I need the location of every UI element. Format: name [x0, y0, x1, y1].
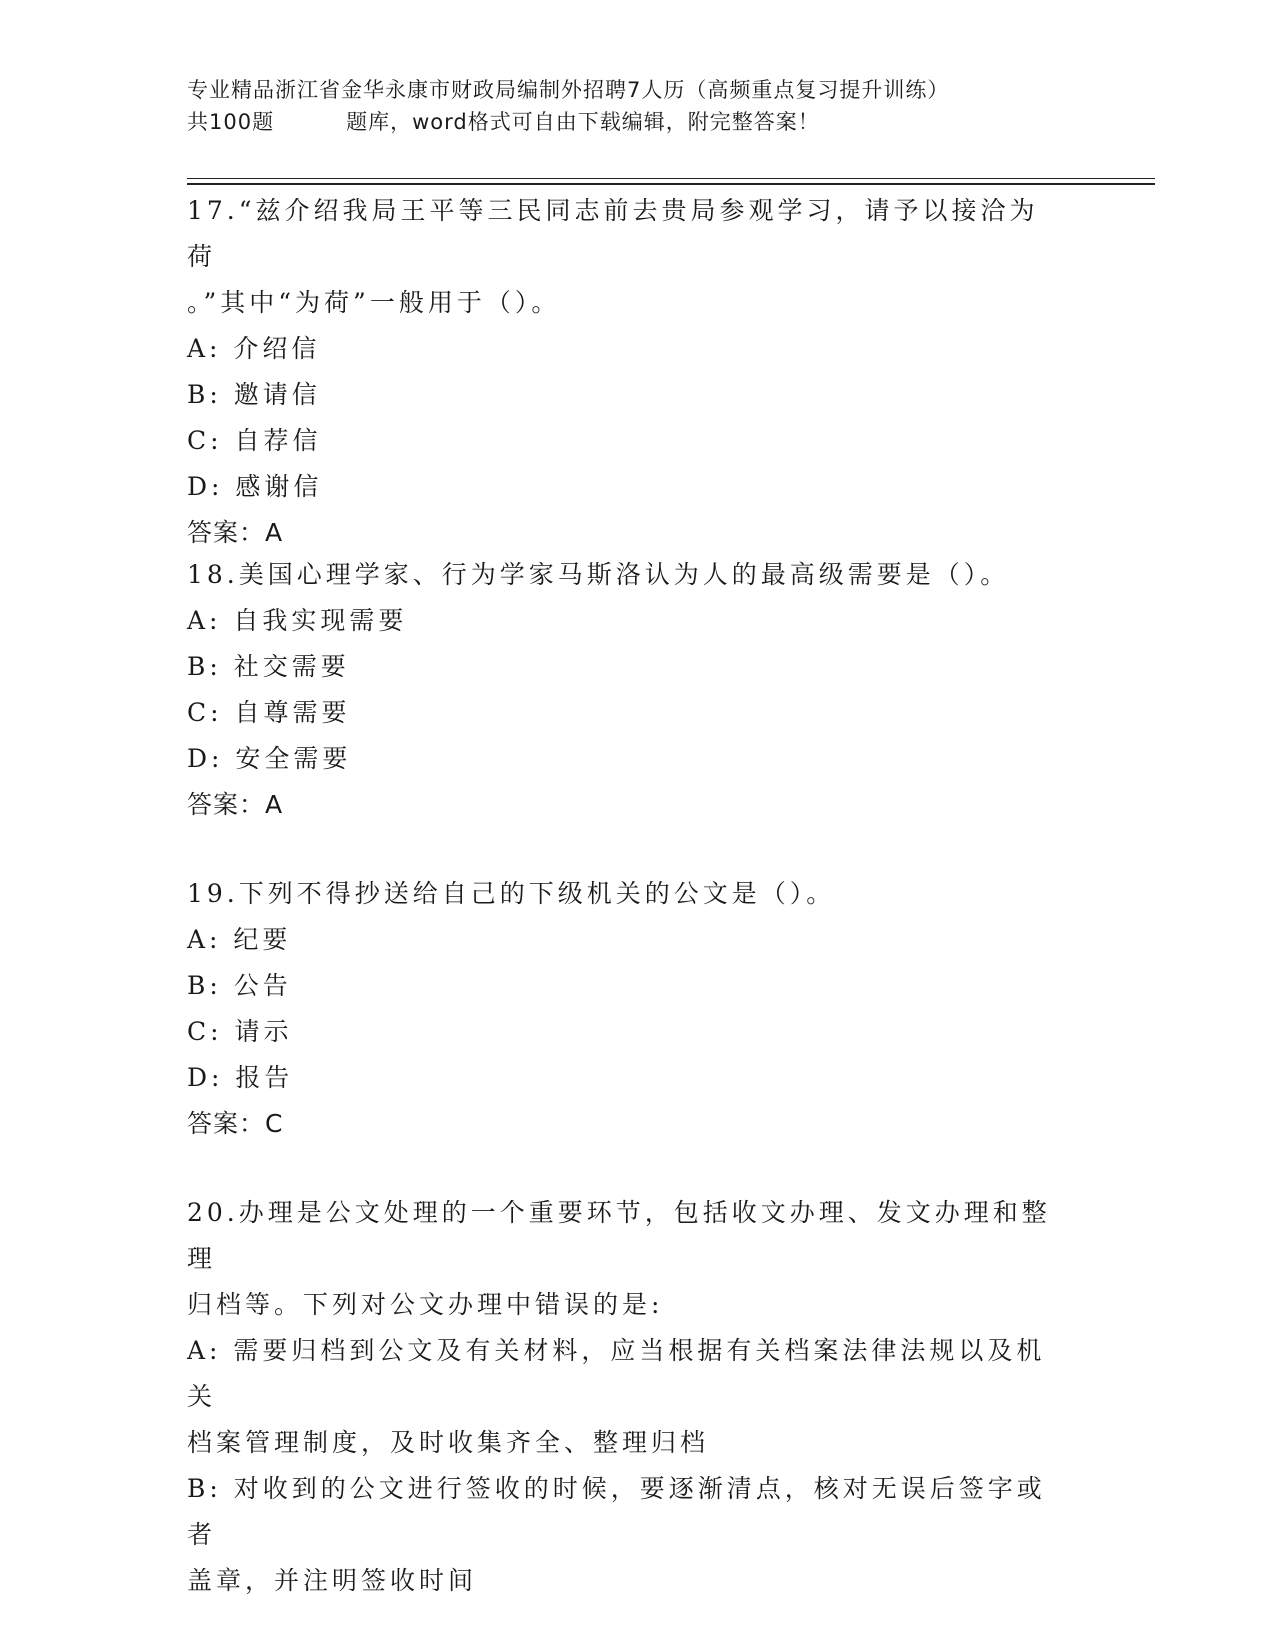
answer: 答案：A: [187, 790, 284, 819]
option-a: A: 介绍信: [187, 334, 321, 363]
option-d: D: 安全需要: [187, 744, 352, 773]
header-question-count: 共100题: [187, 110, 275, 134]
option-c: C: 请示: [187, 1017, 293, 1046]
document-header: [187, 74, 1087, 138]
option-b: B: 对收到的公文进行签收的时候，要逐渐清点，核对无误后签字或者: [187, 1474, 1046, 1549]
question-stem: 18.美国心理学家、行为学家马斯洛认为人的最高级需要是（）。: [187, 560, 1010, 589]
option-a: A: 纪要: [187, 925, 292, 954]
option-a: A: 需要归档到公文及有关材料，应当根据有关档案法律法规以及机关: [187, 1336, 1046, 1411]
option-b-continued: 盖章，并注明签收时间: [187, 1566, 478, 1595]
header-description: 题库，word格式可自由下载编辑，附完整答案！: [346, 110, 820, 134]
question-stem: 17.“兹介绍我局王平等三民同志前去贵局参观学习，请予以接洽为荷: [187, 196, 1039, 271]
header-title-line: 专业精品浙江省金华永康市财政局编制外招聘7人历（高频重点复习提升训练）: [187, 78, 950, 102]
question-18: [187, 552, 1067, 828]
question-19: [187, 871, 1067, 1147]
option-c: C: 自荐信: [187, 426, 322, 455]
answer: 答案：A: [187, 518, 284, 547]
header-subtitle-line: [187, 106, 1087, 138]
option-d: D: 报告: [187, 1063, 294, 1092]
option-a-continued: 档案管理制度，及时收集齐全、整理归档: [187, 1428, 710, 1457]
option-d: D: 感谢信: [187, 472, 323, 501]
option-b: B: 邀请信: [187, 380, 321, 409]
question-stem: 19.下列不得抄送给自己的下级机关的公文是（）。: [187, 879, 836, 908]
option-b: B: 社交需要: [187, 652, 350, 681]
option-a: A: 自我实现需要: [187, 606, 408, 635]
question-stem-continued: 。”其中“为荷”一般用于（）。: [187, 288, 561, 317]
answer: 答案：C: [187, 1109, 284, 1138]
option-c: C: 自尊需要: [187, 698, 351, 727]
question-20: [187, 1190, 1067, 1604]
question-stem-continued: 归档等。下列对公文办理中错误的是:: [187, 1290, 664, 1319]
header-divider-thin: [187, 178, 1155, 179]
question-17: [187, 188, 1067, 556]
option-b: B: 公告: [187, 971, 292, 1000]
header-divider-thick: [187, 183, 1155, 185]
question-stem: 20.办理是公文处理的一个重要环节，包括收文办理、发文办理和整理: [187, 1198, 1051, 1273]
